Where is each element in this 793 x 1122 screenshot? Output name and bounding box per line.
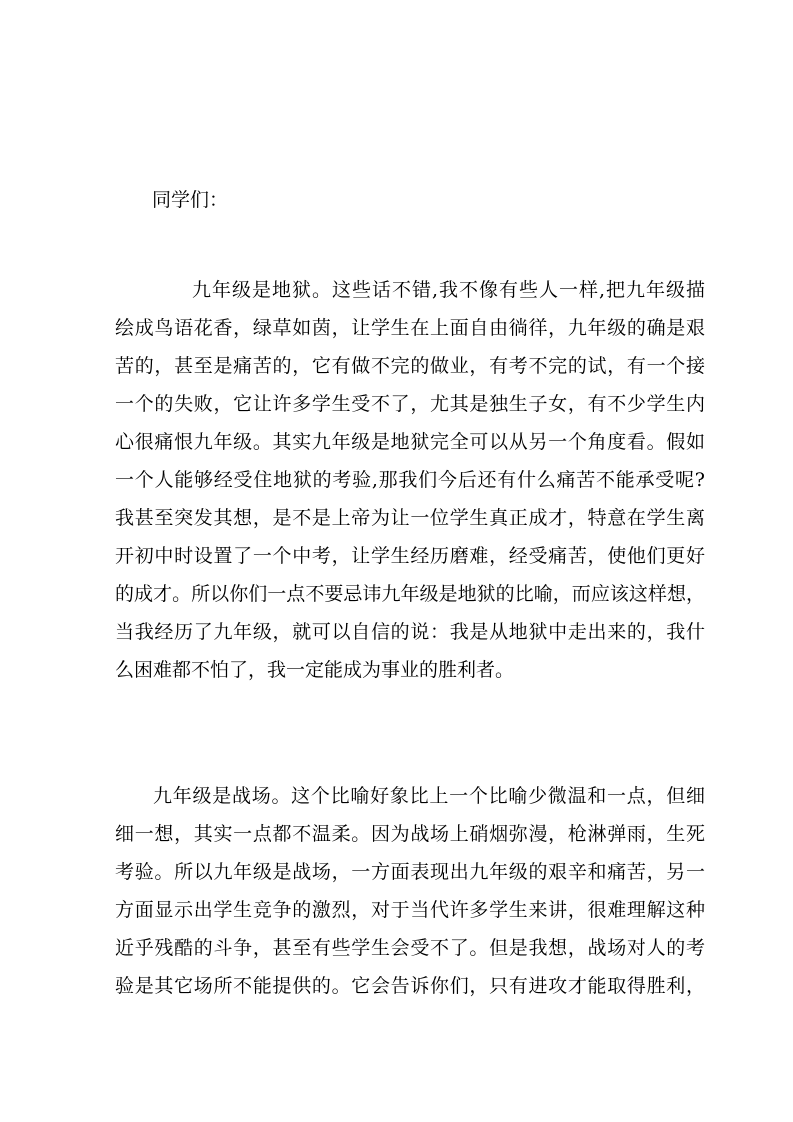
text-line: 验是其它场所不能提供的。它会告诉你们，只有进攻才能取得胜利，	[115, 975, 705, 997]
text-line: 一个的失败，它让许多学生受不了，尤其是独生子女，有不少学生内	[115, 393, 705, 415]
text-line: 绘成鸟语花香，绿草如茵，让学生在上面自由徜徉，九年级的确是艰	[115, 317, 705, 339]
text-line: 细一想，其实一点都不温柔。因为战场上硝烟弥漫，枪淋弹雨，生死	[115, 823, 705, 845]
text-line: 近乎残酷的斗争，甚至有些学生会受不了。但是我想，战场对人的考	[115, 937, 705, 959]
text-line: 么困难都不怕了，我一定能成为事业的胜利者。	[115, 659, 515, 681]
text-line: 九年级是地狱。这些话不错,我不像有些人一样,把九年级描	[192, 279, 705, 301]
salutation: 同学们：	[152, 189, 229, 211]
text-line: 我甚至突发其想，是不是上帝为让一位学生真正成才，特意在学生离	[115, 507, 705, 529]
text-line: 方面显示出学生竞争的激烈，对于当代许多学生来讲，很难理解这种	[115, 899, 705, 921]
paragraph-2	[115, 777, 705, 1005]
text-line: 的成才。所以你们一点不要忌讳九年级是地狱的比喻，而应该这样想，	[115, 583, 705, 605]
text-line: 当我经历了九年级，就可以自信的说：我是从地狱中走出来的，我什	[115, 621, 705, 643]
text-line: 九年级是战场。这个比喻好象比上一个比喻少微温和一点，但细	[153, 785, 705, 807]
text-line: 苦的，甚至是痛苦的，它有做不完的做业，有考不完的试，有一个接	[115, 355, 705, 377]
text-line: 考验。所以九年级是战场，一方面表现出九年级的艰辛和痛苦，另一	[115, 861, 705, 883]
text-line: 心很痛恨九年级。其实九年级是地狱完全可以从另一个角度看。假如	[115, 431, 705, 453]
text-line: 开初中时设置了一个中考，让学生经历磨难，经受痛苦，使他们更好	[115, 545, 705, 567]
paragraph-1	[115, 271, 705, 689]
text-line: 一个人能够经受住地狱的考验,那我们今后还有什么痛苦不能承受呢?	[115, 469, 705, 491]
